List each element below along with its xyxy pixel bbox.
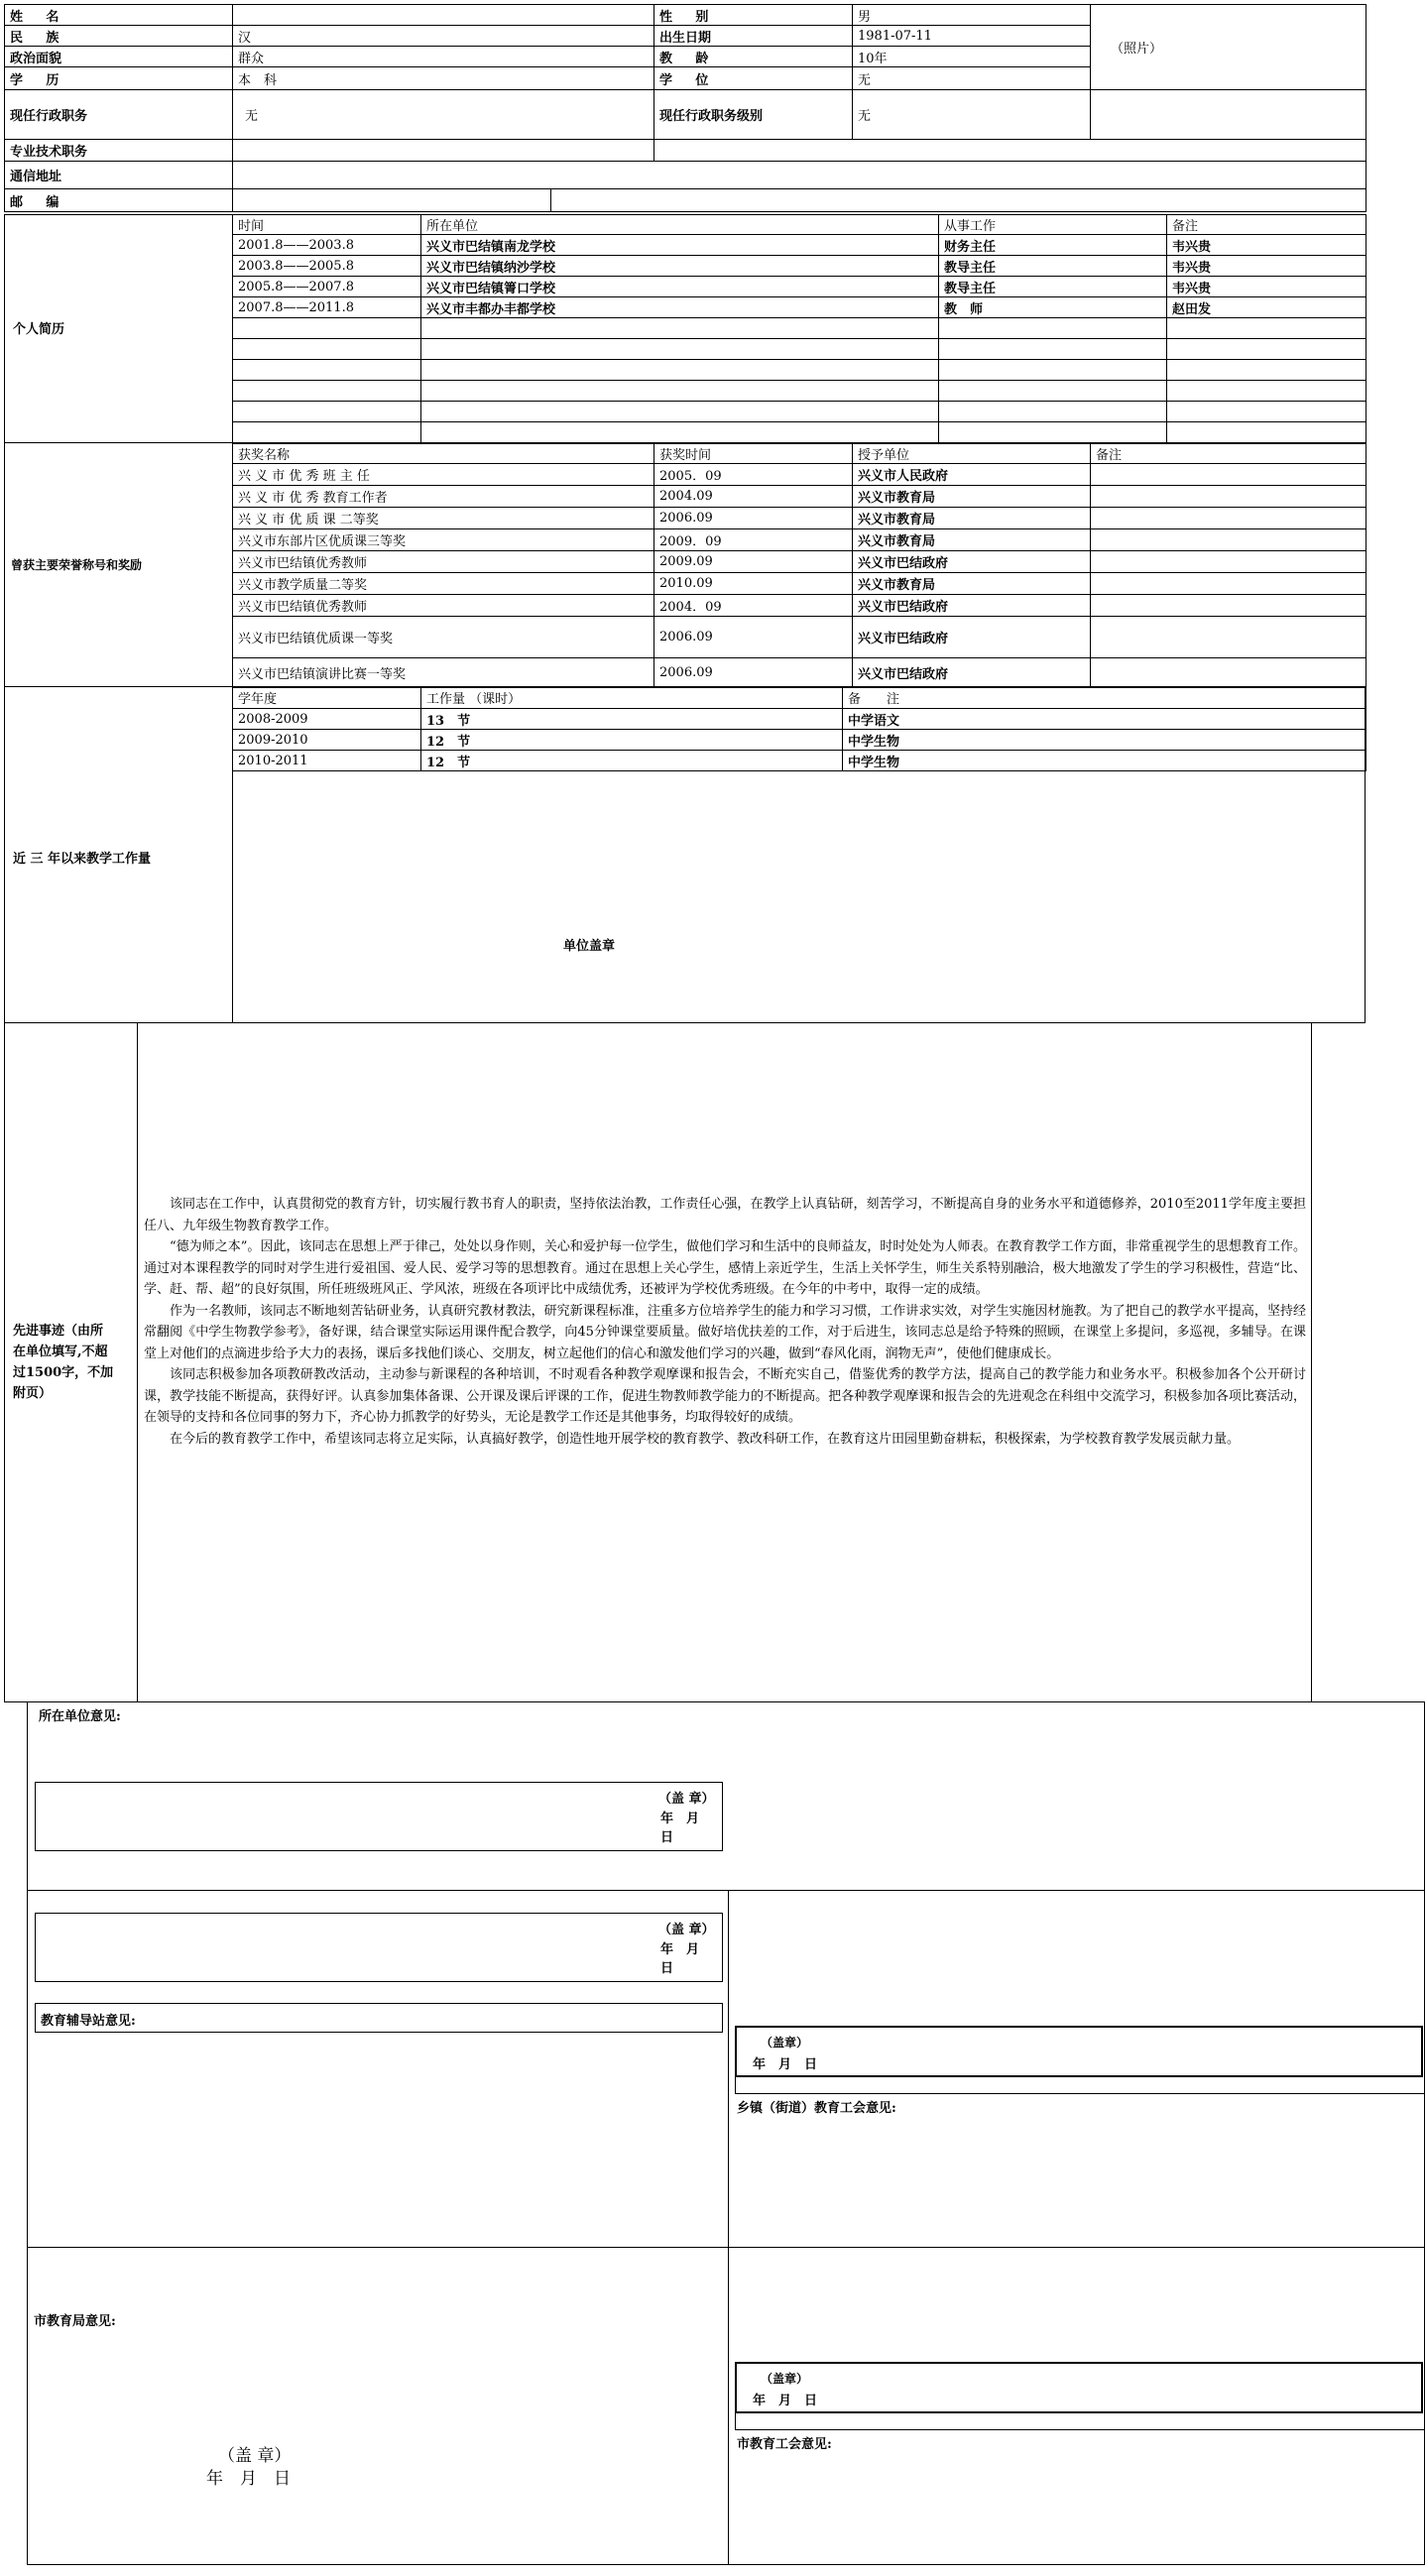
township-union-label: 乡镇（街道）教育工会意见:	[737, 2101, 896, 2116]
deeds-paragraph: “德为师之本”。因此，该同志在思想上严于律己，处处以身作则，关心和爱护每一位学生，做他们学习和生活中的良师益友，时时处处为人师表。在教育教学工作方面，非常重视学生的思想教育工作。通过对本课程教学的同时对学生进行爱祖国、爱人民、爱学习等的思想教育。通过在思想上关心学生，感情上亲近学生，生活上关怀学生，师生关系特别融洽，极大地激发了学生的学习积极性，营造“比、学、赶、帮、超”的良好氛围，所任班级班风正、学风浓，班级在各项评比中成绩优秀，还被评为学校优秀班级。在今年的中考中，取得一定的成绩。	[144, 1239, 1306, 1297]
award-time[interactable]: 2004．09	[654, 595, 853, 617]
empty-cell[interactable]	[421, 339, 939, 360]
table-row	[233, 751, 1367, 771]
workload-label: 近 三 年以来教学工作量	[13, 852, 152, 867]
unit-seal: （盖 章）	[658, 1792, 715, 1807]
award-name[interactable]: 兴义市巴结镇优质课一等奖	[233, 617, 654, 658]
resume-work[interactable]: 教 师	[939, 297, 1167, 318]
guidance-date: 年 月 日	[660, 1942, 713, 1976]
empty-cell[interactable]	[421, 318, 939, 339]
unit-opinion-section	[27, 1701, 1425, 1891]
address-label: 通信地址	[5, 162, 233, 189]
awards-label: 曾获主要荣誉称号和奖励	[11, 558, 143, 572]
award-time[interactable]: 2005．09	[654, 464, 853, 486]
photo-cell	[1091, 5, 1367, 90]
education-label: 学 历	[5, 67, 233, 90]
workload-header-note: 备 注	[843, 687, 1367, 709]
photo-bottom-cell	[1091, 90, 1367, 140]
award-name[interactable]: 兴义市巴结镇演讲比赛一等奖	[233, 658, 654, 688]
empty-cell[interactable]	[233, 318, 421, 339]
resume-unit[interactable]: 兴义市巴结镇纳沙学校	[421, 256, 939, 277]
award-issuer[interactable]: 兴义市巴结政府	[853, 617, 1091, 658]
name-value[interactable]	[233, 5, 654, 26]
teaching-age-value[interactable]: 10年	[853, 47, 1091, 67]
admin-post-value[interactable]: 无	[233, 90, 654, 140]
award-note[interactable]	[1091, 551, 1367, 573]
admin-level-label: 现任行政职务级别	[654, 90, 853, 140]
award-time[interactable]: 2006.09	[654, 658, 853, 688]
township-union-section	[728, 1890, 1425, 2248]
empty-cell[interactable]	[233, 339, 421, 360]
table-row	[233, 277, 1367, 297]
resume-work[interactable]: 财务主任	[939, 235, 1167, 256]
award-issuer[interactable]: 兴义市教育局	[853, 529, 1091, 551]
workload-header-year: 学年度	[233, 687, 421, 709]
resume-work[interactable]: 教导主任	[939, 277, 1167, 297]
awards-header-issuer: 授予单位	[853, 443, 1091, 464]
award-time[interactable]: 2006.09	[654, 617, 853, 658]
deeds-paragraph: 在今后的教育教学工作中，希望该同志将立足实际，认真搞好教学，创造性地开展学校的教育教学、教改科研工作，在教育这片田园里勤奋耕耘，积极探索，为学校教育教学发展贡献力量。	[170, 1431, 1241, 1447]
deeds-text-cell[interactable]	[137, 1022, 1312, 1702]
resume-time[interactable]: 2005.8——2007.8	[233, 277, 421, 297]
tech-post-label: 专业技术职务	[5, 140, 233, 162]
award-name[interactable]: 兴 义 市 优 质 课 二等奖	[233, 508, 654, 529]
guidance-opinion-label: 教育辅导站意见:	[41, 2014, 136, 2029]
workload-year[interactable]: 2008-2009	[233, 709, 421, 730]
award-time[interactable]: 2009.09	[654, 551, 853, 573]
deeds-label-line: 过1500字，不加	[13, 1365, 114, 1380]
resume-unit[interactable]: 兴义市巴结镇箐口学校	[421, 277, 939, 297]
award-note[interactable]	[1091, 464, 1367, 486]
teaching-age-label: 教 龄	[654, 47, 853, 67]
deeds-paragraph: 该同志积极参加各项教研教改活动，主动参与新课程的各种培训，不时观看各种教学观摩课和报告会，不断充实自己，借鉴优秀的教学方法，提高自己的教学能力和业务水平。积极参加各个公开研讨课，教学技能不断提高，获得好评。认真参加集体备课、公开课及课后评课的工作，促进生物教师教学能力的不断提高。把各种教学观摩课和报告会的先进观念在科组中交流学习，积极参加各项比赛活动，在领导的支持和各位同事的努力下，齐心协力抓教学的好势头，无论是教学工作还是其他事务，均取得较好的成绩。	[144, 1367, 1306, 1425]
table-row	[233, 508, 1367, 529]
degree-value[interactable]: 无	[853, 67, 1091, 90]
table-row	[233, 529, 1367, 551]
deeds-label-cell	[4, 1022, 138, 1702]
award-issuer[interactable]: 兴义市教育局	[853, 486, 1091, 508]
award-note[interactable]	[1091, 595, 1367, 617]
guidance-seal-box[interactable]	[35, 1913, 723, 1982]
award-name[interactable]: 兴义市教学质量二等奖	[233, 573, 654, 595]
award-name[interactable]: 兴义市巴结镇优秀教师	[233, 551, 654, 573]
deeds-paragraph: 该同志在工作中，认真贯彻党的教育方针，切实履行教书育人的职责，坚持依法治教，工作责任心强，在教学上认真钻研，刻苦学习，不断提高自身的业务水平和道德修养，2010至2011学年度主要担任八、九年级生物教育教学工作。	[144, 1197, 1306, 1233]
guidance-label-box	[35, 2003, 723, 2033]
empty-cell[interactable]	[233, 381, 421, 402]
table-row	[233, 464, 1367, 486]
award-note[interactable]	[1091, 658, 1367, 688]
award-time[interactable]: 2006.09	[654, 508, 853, 529]
award-name[interactable]: 兴义市巴结镇优秀教师	[233, 595, 654, 617]
deeds-label-line: 先进事迹（由所	[13, 1324, 104, 1339]
resume-work[interactable]: 教导主任	[939, 256, 1167, 277]
city-union-gap	[735, 2413, 1425, 2430]
table-row-empty	[233, 318, 1367, 339]
city-union-label: 市教育工会意见:	[737, 2437, 832, 2452]
resume-header-unit: 所在单位	[421, 215, 939, 235]
award-time[interactable]: 2010.09	[654, 573, 853, 595]
address-value[interactable]	[233, 162, 1367, 189]
name-label: 姓 名	[5, 5, 233, 26]
basic-info-table	[4, 4, 1367, 212]
political-label: 政治面貌	[5, 47, 233, 67]
awards-table	[232, 442, 1367, 688]
workload-seal: 单位盖章	[563, 939, 616, 954]
political-value[interactable]: 群众	[233, 47, 654, 67]
postcode-label: 邮 编	[5, 189, 233, 212]
resume-table	[232, 214, 1367, 444]
table-row-empty	[233, 381, 1367, 402]
resume-time[interactable]: 2007.8——2011.8	[233, 297, 421, 318]
education-value[interactable]: 本 科	[233, 67, 654, 90]
admin-post-label: 现任行政职务	[5, 90, 233, 140]
city-union-seal-box[interactable]	[735, 2362, 1423, 2413]
table-row	[233, 486, 1367, 508]
table-row	[233, 573, 1367, 595]
award-time[interactable]: 2004.09	[654, 486, 853, 508]
empty-cell[interactable]	[939, 381, 1167, 402]
table-row-empty	[233, 402, 1367, 422]
table-row	[233, 730, 1367, 751]
unit-opinion-label: 所在单位意见:	[39, 1709, 121, 1724]
table-row-empty	[233, 339, 1367, 360]
deeds-text	[144, 1194, 1306, 1450]
admin-level-value[interactable]: 无	[853, 90, 1091, 140]
table-row	[233, 709, 1367, 730]
deeds-paragraph: 作为一名教师，该同志不断地刻苦钻研业务，认真研究教材教法，研究新课程标准，注重多方位培养学生的能力和学习习惯，工作讲求实效，对学生实施因材施教。为了把自己的教学水平提高，坚持经常翻阅《中学生物教学参考》，备好课，结合课堂实际运用课件配合教学，向45分钟课堂要质量。做好培优扶差的工作，对于后进生，该同志总是给予特殊的照顾，在课堂上多提问，多巡视，多辅导。在课堂上对他们的点滴进步给予大力的表扬，课后多找他们谈心、交朋友，树立起他们的信心和激发他们学习的兴趣，做到“春风化雨，润物无声”，使他们健康成长。	[144, 1303, 1306, 1361]
resume-header-note: 备注	[1167, 215, 1367, 235]
table-row	[233, 297, 1367, 318]
ethnicity-label: 民 族	[5, 26, 233, 47]
table-row	[233, 551, 1367, 573]
award-issuer[interactable]: 兴义市巴结政府	[853, 658, 1091, 688]
degree-label: 学 位	[654, 67, 853, 90]
awards-header-note: 备注	[1091, 443, 1367, 464]
workload-area	[232, 686, 1366, 1023]
table-row	[233, 617, 1367, 658]
gender-label: 性 别	[654, 5, 853, 26]
workload-year[interactable]: 2009-2010	[233, 730, 421, 751]
award-issuer[interactable]: 兴义市巴结政府	[853, 551, 1091, 573]
tech-post-rest[interactable]	[654, 140, 1367, 162]
empty-cell[interactable]	[939, 402, 1167, 422]
award-note[interactable]	[1091, 529, 1367, 551]
deeds-label-line: 附页）	[13, 1386, 53, 1401]
empty-cell[interactable]	[421, 402, 939, 422]
workload-note[interactable]: 中学语文	[843, 709, 1367, 730]
table-row-empty	[233, 360, 1367, 381]
ethnicity-value[interactable]: 汉	[233, 26, 654, 47]
award-issuer[interactable]: 兴义市教育局	[853, 508, 1091, 529]
resume-label: 个人简历	[13, 322, 65, 337]
birth-label: 出生日期	[654, 26, 853, 47]
table-row-empty	[233, 422, 1367, 444]
empty-cell[interactable]	[233, 402, 421, 422]
resume-note[interactable]: 韦兴贵	[1167, 235, 1367, 256]
resume-unit[interactable]: 兴义市巴结镇南龙学校	[421, 235, 939, 256]
postcode-box	[233, 189, 551, 211]
award-name[interactable]: 兴 义 市 优 秀 班 主 任	[233, 464, 654, 486]
award-time[interactable]: 2009．09	[654, 529, 853, 551]
postcode-value[interactable]	[233, 189, 1367, 212]
award-name[interactable]: 兴 义 市 优 秀 教育工作者	[233, 486, 654, 508]
workload-hours[interactable]: 13 节	[421, 709, 843, 730]
township-union-date: 年 月 日	[753, 2057, 818, 2072]
awards-label-cell	[4, 442, 233, 687]
award-issuer[interactable]: 兴义市巴结政府	[853, 595, 1091, 617]
resume-note[interactable]: 赵田发	[1167, 297, 1367, 318]
unit-date: 年 月 日	[660, 1812, 713, 1845]
empty-cell[interactable]	[1167, 360, 1367, 381]
empty-cell[interactable]	[939, 422, 1167, 444]
table-row	[233, 595, 1367, 617]
awards-header-time: 获奖时间	[654, 443, 853, 464]
empty-cell[interactable]	[1167, 422, 1367, 444]
bureau-date: 年 月 日	[206, 2469, 291, 2489]
workload-year[interactable]: 2010-2011	[233, 751, 421, 771]
workload-hours[interactable]: 12 节	[421, 751, 843, 771]
award-name[interactable]: 兴义市东部片区优质课三等奖	[233, 529, 654, 551]
workload-note[interactable]: 中学生物	[843, 730, 1367, 751]
workload-hours[interactable]: 12 节	[421, 730, 843, 751]
deeds-label-line: 在单位填写,不超	[13, 1345, 108, 1359]
empty-cell[interactable]	[1167, 318, 1367, 339]
resume-time[interactable]: 2003.8——2005.8	[233, 256, 421, 277]
award-note[interactable]	[1091, 573, 1367, 595]
bureau-opinion-label: 市教育局意见:	[34, 2314, 116, 2329]
township-union-seal: （盖章）	[761, 2036, 809, 2049]
bureau-seal: （盖 章）	[218, 2446, 292, 2466]
empty-cell[interactable]	[939, 339, 1167, 360]
city-union-seal: （盖章）	[761, 2372, 809, 2386]
empty-cell[interactable]	[421, 422, 939, 444]
resume-label-cell	[4, 214, 233, 443]
guidance-opinion-section	[27, 1890, 729, 2248]
empty-cell[interactable]	[233, 360, 421, 381]
workload-header-hours: 工作量 （课时）	[421, 687, 843, 709]
resume-time[interactable]: 2001.8——2003.8	[233, 235, 421, 256]
city-union-section	[728, 2247, 1425, 2565]
guidance-seal: （盖 章）	[658, 1923, 715, 1937]
workload-note[interactable]: 中学生物	[843, 751, 1367, 771]
photo-label: （照片）	[1111, 42, 1163, 57]
workload-table	[232, 686, 1367, 771]
empty-cell[interactable]	[421, 381, 939, 402]
empty-cell[interactable]	[939, 318, 1167, 339]
tech-post-value[interactable]	[233, 140, 654, 162]
gender-value[interactable]: 男	[853, 5, 1091, 26]
township-union-seal-box[interactable]	[735, 2026, 1423, 2077]
resume-header-time: 时间	[233, 215, 421, 235]
empty-cell[interactable]	[233, 422, 421, 444]
resume-note[interactable]: 韦兴贵	[1167, 277, 1367, 297]
resume-header-work: 从事工作	[939, 215, 1167, 235]
empty-cell[interactable]	[1167, 381, 1367, 402]
township-union-gap	[735, 2077, 1425, 2094]
deeds-label	[13, 1321, 113, 1404]
empty-cell[interactable]	[421, 360, 939, 381]
award-note[interactable]	[1091, 508, 1367, 529]
city-union-date: 年 月 日	[753, 2394, 818, 2408]
table-row	[233, 256, 1367, 277]
award-note[interactable]	[1091, 486, 1367, 508]
empty-cell[interactable]	[939, 360, 1167, 381]
award-issuer[interactable]: 兴义市人民政府	[853, 464, 1091, 486]
table-row	[233, 235, 1367, 256]
resume-note[interactable]: 韦兴贵	[1167, 256, 1367, 277]
resume-unit[interactable]: 兴义市丰都办丰都学校	[421, 297, 939, 318]
unit-seal-box[interactable]	[35, 1782, 723, 1851]
award-issuer[interactable]: 兴义市教育局	[853, 573, 1091, 595]
awards-header-name: 获奖名称	[233, 443, 654, 464]
table-row	[233, 658, 1367, 688]
empty-cell[interactable]	[1167, 339, 1367, 360]
bureau-opinion-section	[27, 2247, 729, 2565]
workload-label-cell	[4, 686, 233, 1023]
award-note[interactable]	[1091, 617, 1367, 658]
empty-cell[interactable]	[1167, 402, 1367, 422]
birth-value[interactable]: 1981-07-11	[853, 26, 1091, 47]
